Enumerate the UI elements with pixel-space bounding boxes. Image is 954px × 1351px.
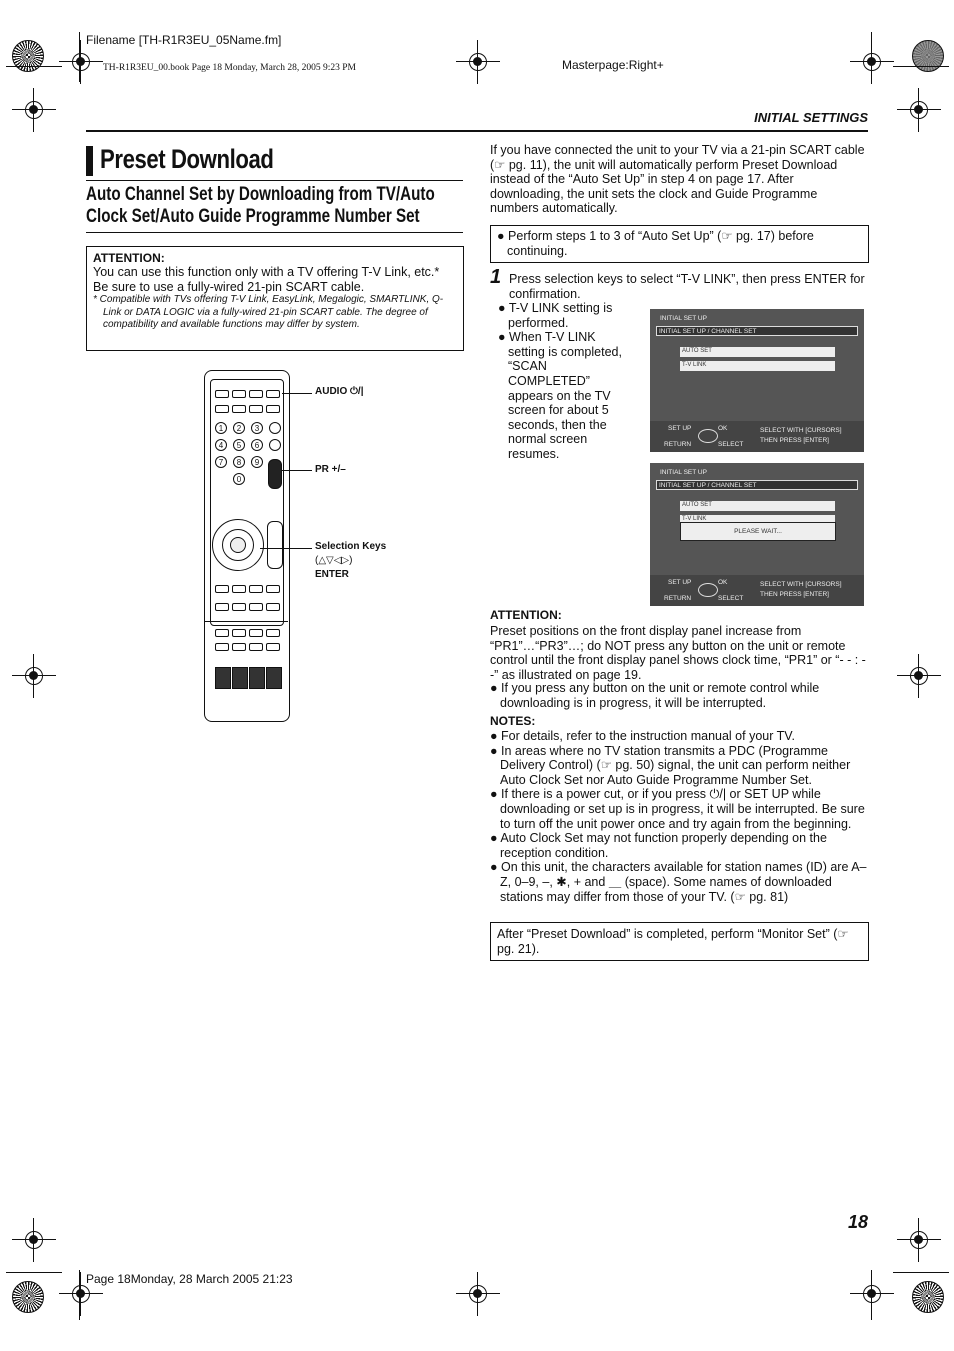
bullet-icon: ● (490, 729, 502, 743)
remote-button (232, 585, 246, 593)
footer-set-up: SET UP (668, 579, 692, 586)
remote-slider (249, 667, 265, 689)
list-item: ● On this unit, the characters available for station names (ID) are A–Z, 0–9, –, ✱, + and ＿ (space). Some names of downloaded stations may differ from those of your TV. (☞ pg. 81) (490, 860, 867, 904)
screen-path: INITIAL SET UP / CHANNEL SET (656, 326, 858, 336)
remote-button (232, 629, 246, 637)
remote-button (232, 390, 246, 398)
remote-side-key (269, 439, 281, 451)
bullet-icon: ● (498, 330, 510, 345)
callout-audio: AUDIO ⏻/| (315, 386, 364, 397)
remote-button (266, 629, 280, 637)
remote-button (232, 643, 246, 651)
registration-disc-icon (12, 1281, 44, 1313)
bullet-icon: ● (490, 681, 502, 695)
attention-heading-right: ATTENTION: (490, 608, 562, 622)
footer-hint1: SELECT WITH [CURSORS] (760, 427, 842, 434)
crosshair-mark-icon (12, 1218, 56, 1262)
screen-path: INITIAL SET UP / CHANNEL SET (656, 480, 858, 490)
remote-button (249, 405, 263, 413)
remote-num-key: 3 (251, 422, 263, 434)
list-item: ● If there is a power cut, or if you press ⏻/| or SET UP while downloading or set up is in progress, it will be interrupted. Be sure to turn off the unit power once and try again from the beginning. (490, 787, 865, 831)
header-filename: Filename [TH-R1R3EU_05Name.fm] (86, 33, 282, 47)
remote-button (266, 405, 280, 413)
remote-button (266, 390, 280, 398)
bullet-icon: ● (490, 831, 501, 846)
volume-rocker (267, 521, 283, 569)
footer-ok: OK (718, 425, 728, 432)
cursor-keys-icon (698, 583, 718, 597)
notes-heading: NOTES: (490, 714, 536, 728)
crosshair-mark-icon (897, 654, 941, 698)
remote-button (215, 585, 229, 593)
list-item: ● Auto Clock Set may not function properly depending on the reception condition. (490, 831, 827, 860)
crosshair-mark-icon (897, 1218, 941, 1262)
title-rule (86, 180, 463, 181)
menu-item-tv-link: T-V LINK (680, 515, 835, 525)
footer-hint2: THEN PRESS [ENTER] (760, 591, 829, 598)
screen-title: INITIAL SET UP (660, 469, 707, 476)
page-number: 18 (847, 1212, 868, 1232)
pre-step-text: Perform steps 1 to 3 of “Auto Set Up” (☞ pg. 17) before continuing. (507, 229, 814, 258)
trim-line (893, 1272, 949, 1273)
crosshair-mark-icon (12, 88, 56, 132)
trim-line (871, 1270, 872, 1320)
subtitle: Auto Channel Set by Downloading from TV/Auto Clock Set/Auto Guide Programme Number Set (86, 184, 435, 227)
attention-box-left (86, 246, 464, 351)
remote-button (249, 585, 263, 593)
menu-item-auto-set: AUTO SET (680, 347, 835, 357)
list-item: ● When T-V LINK setting is completed, “SCAN COMPLETED” appears on the TV screen for about 5 seconds, then the normal screen resumes. (498, 330, 622, 461)
remote-num-key: 1 (215, 422, 227, 434)
cursor-keys-icon (698, 429, 718, 443)
remote-slider (266, 667, 282, 689)
footer-select: SELECT (718, 441, 744, 448)
footer-page-stamp: Page 18Monday, 28 March 2005 21:23 (86, 1272, 293, 1286)
notes-list (490, 729, 868, 904)
attention-note: * Compatible with TVs offering T-V Link, EasyLink, Megalogic, SMARTLINK, Q-Link or DATA LOGIC via a fully-wired 21-pin SCART cable. The degree of compatibility and available functions may differ by system. (93, 294, 444, 331)
remote-num-key: 9 (251, 456, 263, 468)
remote-button (232, 405, 246, 413)
header-book-line: TH-R1R3EU_00.book Page 18 Monday, March 28, 2005 9:23 PM (103, 63, 356, 73)
remote-num-key: 7 (215, 456, 227, 468)
callout-line (282, 470, 312, 471)
list-item: ● For details, refer to the instruction manual of your TV. (490, 729, 795, 743)
registration-disc-icon (912, 40, 944, 72)
bullet-icon: ● (490, 743, 502, 758)
trim-line (79, 1270, 80, 1320)
subtitle-rule (86, 232, 463, 233)
bullet-icon: ● (498, 301, 509, 315)
attention-heading: ATTENTION: (93, 251, 165, 265)
crosshair-mark-icon (850, 1272, 894, 1316)
callout-line (260, 548, 312, 549)
attention-text-right: Preset positions on the front display panel increase from “PR1”…“PR3”…; do NOT press any button on the unit or remote control until the front display panel shows clock time, “PR1” or “- - : - -” as illustrated on page 19. (490, 624, 866, 682)
remote-num-key: 6 (251, 439, 263, 451)
remote-slider (215, 667, 231, 689)
remote-button (215, 629, 229, 637)
remote-control-illustration (204, 370, 290, 722)
remote-button (266, 585, 280, 593)
trim-line (6, 1272, 62, 1273)
remote-button (215, 643, 229, 651)
crosshair-mark-icon (456, 1272, 500, 1316)
step-instruction: Press selection keys to select “T-V LINK”, then press ENTER for confirmation. (509, 272, 865, 301)
header-rule (86, 130, 868, 132)
footer-ok: OK (718, 579, 728, 586)
trim-line (79, 32, 80, 82)
callout-selection-arrows: (△▽◁▷) (315, 555, 353, 566)
intro-paragraph: If you have connected the unit to your TV via a 21-pin SCART cable (☞ pg. 11), the unit will automatically perform Preset Download instead of the “Auto Set Up” in step 4 on page 17. After downloading, the unit sets the clock and Guide Programme numbers automatically. (490, 143, 865, 216)
crosshair-mark-icon (12, 654, 56, 698)
final-note-text: After “Preset Download” is completed, perform “Monitor Set” (☞ pg. 21). (497, 927, 849, 956)
registration-disc-icon (912, 1281, 944, 1313)
footer-set-up: SET UP (668, 425, 692, 432)
step-number: 1 (490, 266, 502, 288)
menu-item-auto-set: AUTO SET (680, 501, 835, 511)
list-item: ● T-V LINK setting is performed. (498, 301, 613, 330)
remote-num-key: 5 (233, 439, 245, 451)
callout-pr: PR +/– (315, 464, 346, 475)
remote-button (215, 405, 229, 413)
registration-disc-icon (12, 40, 44, 72)
remote-side-key (269, 422, 281, 434)
crosshair-mark-icon (456, 40, 500, 84)
footer-return: RETURN (664, 441, 692, 448)
list-item: ● In areas where no TV station transmits a PDC (Programme Delivery Control) (☞ pg. 50) signal, the unit can perform neither Auto Clock Set nor Auto Guide Programme Number Set. (490, 743, 851, 787)
remote-button (215, 603, 229, 611)
tv-screen-2 (650, 463, 864, 606)
callout-line (282, 393, 312, 394)
trim-line (6, 66, 62, 67)
bullet-icon: ● (490, 860, 502, 875)
popup-please-wait: PLEASE WAIT... (680, 522, 836, 541)
remote-button (249, 629, 263, 637)
remote-divider (205, 621, 288, 622)
attention-bullet-right (490, 681, 868, 710)
bullet-icon: ● (497, 229, 509, 243)
callout-selection: Selection Keys (315, 541, 387, 552)
final-note-box (490, 922, 869, 961)
attention-text: You can use this function only with a TV offering T-V Link, etc.* Be sure to use a fully-wired 21-pin SCART cable. (93, 265, 440, 294)
bullet-icon: ● (490, 787, 502, 802)
remote-num-key: 8 (233, 456, 245, 468)
title-bar-icon (86, 146, 93, 176)
remote-button (249, 390, 263, 398)
crosshair-mark-icon (897, 88, 941, 132)
footer-return: RETURN (664, 595, 692, 602)
remote-num-key: 4 (215, 439, 227, 451)
step-bullets (498, 301, 632, 462)
crosshair-mark-icon (850, 40, 894, 84)
enter-button-icon (230, 537, 246, 553)
remote-num-key: 2 (233, 422, 245, 434)
remote-button (266, 603, 280, 611)
footer-hint1: SELECT WITH [CURSORS] (760, 581, 842, 588)
remote-button (266, 643, 280, 651)
section-title: INITIAL SETTINGS (754, 110, 868, 125)
list-item: ● If you press any button on the unit or remote control while downloading is in progress, it will be interrupted. (490, 681, 820, 710)
pr-rocker (268, 459, 282, 489)
remote-num-key: 0 (233, 473, 245, 485)
tv-screen-1 (650, 309, 864, 452)
footer-hint2: THEN PRESS [ENTER] (760, 437, 829, 444)
trim-line (893, 66, 949, 67)
menu-item-tv-link: T-V LINK (680, 361, 835, 371)
trim-line (871, 32, 872, 82)
remote-slider (232, 667, 248, 689)
remote-button (249, 603, 263, 611)
pre-step-box (490, 225, 869, 263)
header-masterpage: Masterpage:Right+ (562, 58, 664, 72)
remote-button (232, 603, 246, 611)
page-title: Preset Download (100, 144, 274, 174)
remote-button (249, 643, 263, 651)
remote-button (215, 390, 229, 398)
footer-select: SELECT (718, 595, 744, 602)
callout-enter: ENTER (315, 569, 349, 580)
screen-title: INITIAL SET UP (660, 315, 707, 322)
